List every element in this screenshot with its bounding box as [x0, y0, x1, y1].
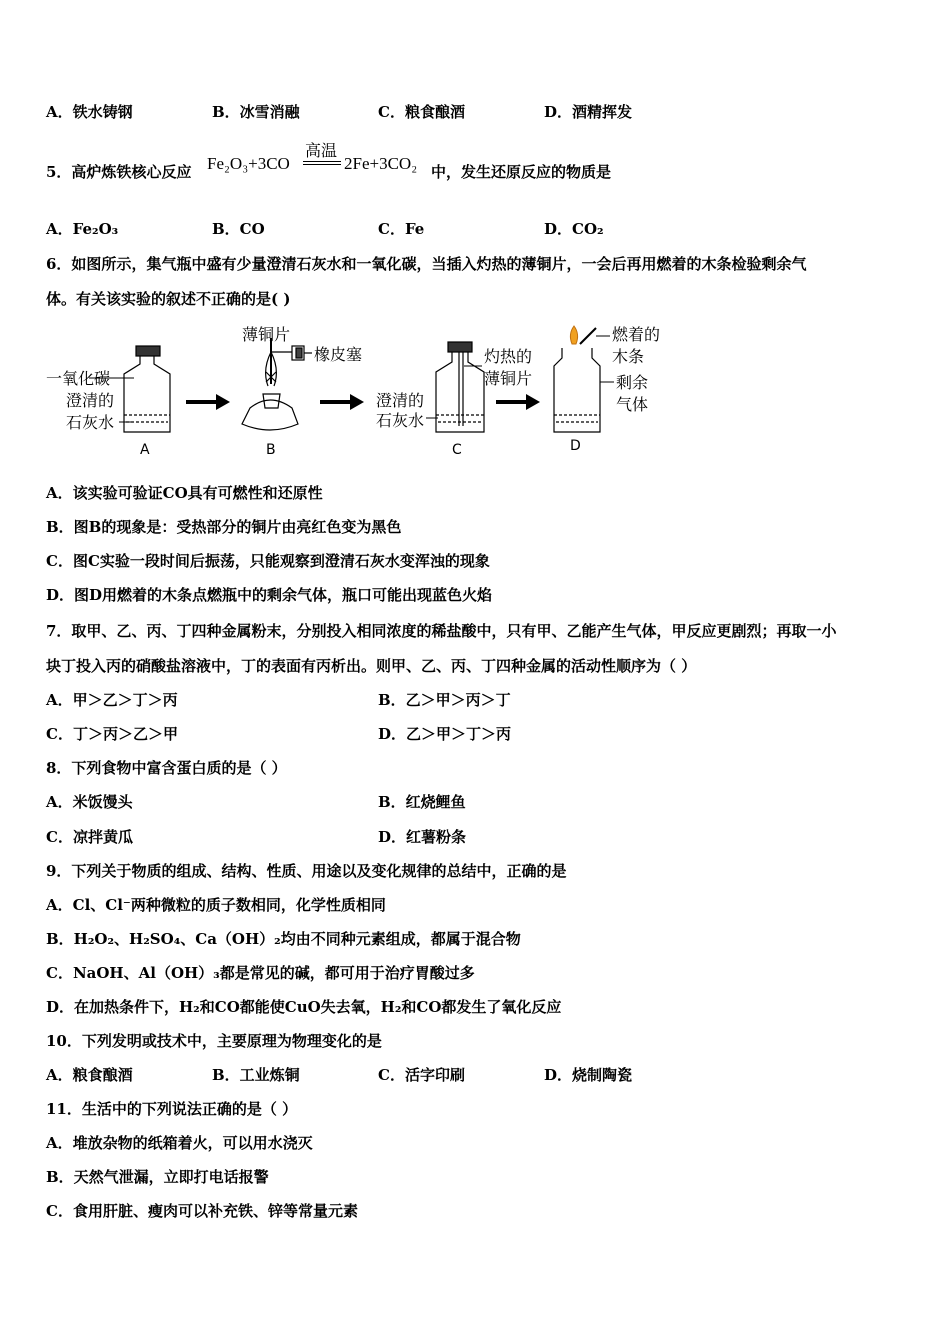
panel-letter-b: B	[266, 442, 276, 458]
q11-stem: 11．生活中的下列说法正确的是（ ）	[46, 1100, 298, 1118]
label-limewater-a1: 澄清的	[66, 391, 115, 410]
q7-option-d: D．乙＞甲＞丁＞丙	[378, 725, 512, 743]
q8-option-c: C．凉拌黄瓜	[46, 828, 133, 846]
q5-option-b: B．CO	[212, 220, 265, 238]
label-co: 一氧化碳	[46, 369, 111, 388]
q5-option-d: D．CO₂	[544, 220, 604, 238]
panel-letter-c: C	[452, 442, 462, 458]
q9-option-b: B．H₂O₂、H₂SO₄、Ca（OH）₂均由不同种元素组成，都属于混合物	[46, 930, 521, 948]
q6-option-c: C．图C实验一段时间后振荡，只能观察到澄清石灰水变浑浊的现象	[46, 552, 490, 570]
q5-equation-bar-top	[303, 161, 341, 162]
q5-suffix: 中，发生还原反应的物质是	[431, 163, 612, 181]
q10-option-c: C．活字印刷	[378, 1066, 465, 1084]
q5-equation-left: Fe₂O₃+3CO	[207, 154, 290, 173]
q6-experiment-figure	[44, 322, 684, 462]
q8-option-d: D．红薯粉条	[378, 828, 467, 846]
panel-letter-d: D	[570, 438, 581, 454]
flame-icon	[570, 326, 577, 344]
q6-option-d: D．图D用燃着的木条点燃瓶中的剩余气体，瓶口可能出现蓝色火焰	[46, 586, 493, 604]
panel-letter-a: A	[140, 442, 150, 458]
bottle-c	[436, 342, 484, 432]
q9-option-c: C．NaOH、Al（OH）₃都是常见的碱，都可用于治疗胃酸过多	[46, 964, 475, 982]
q5-equation-condition: 高温	[305, 143, 338, 160]
q4-option-b: B．冰雪消融	[212, 103, 300, 121]
label-hot-copper1: 灼热的	[484, 347, 533, 366]
q6-option-b: B．图B的现象是：受热部分的铜片由亮红色变为黑色	[46, 518, 402, 536]
label-remaining2: 气体	[616, 395, 649, 414]
q4-option-c: C．粮食酿酒	[378, 103, 465, 121]
arrow-a-to-b	[186, 394, 230, 410]
label-hot-copper2: 薄铜片	[484, 369, 533, 388]
q5-equation-bar-bottom	[303, 164, 341, 165]
arrow-b-to-c	[320, 394, 364, 410]
q6-stem-line2: 体。有关该实验的叙述不正确的是( )	[46, 290, 291, 308]
q10-option-d: D．烧制陶瓷	[544, 1066, 633, 1084]
bottle-d	[554, 348, 600, 432]
arrow-c-to-d	[496, 394, 540, 410]
label-limewater-a2: 石灰水	[66, 413, 115, 432]
q11-option-a: A．堆放杂物的纸箱着火，可以用水浇灭	[46, 1134, 313, 1152]
q11-option-c: C．食用肝脏、瘦肉可以补充铁、锌等常量元素	[46, 1202, 358, 1220]
label-remaining1: 剩余	[616, 373, 649, 392]
label-limewater-c1: 澄清的	[376, 391, 425, 410]
q8-stem: 8．下列食物中富含蛋白质的是（ ）	[46, 759, 287, 777]
wooden-stick	[580, 328, 596, 344]
q10-option-a: A．粮食酿酒	[46, 1066, 133, 1084]
q10-option-b: B．工业炼铜	[212, 1066, 300, 1084]
q9-option-d: D．在加热条件下，H₂和CO都能使CuO失去氧，H₂和CO都发生了氧化反应	[46, 998, 562, 1016]
label-copper-b: 薄铜片	[242, 325, 291, 344]
q7-option-b: B．乙＞甲＞丙＞丁	[378, 691, 511, 709]
q9-stem: 9．下列关于物质的组成、结构、性质、用途以及变化规律的总结中，正确的是	[46, 862, 567, 880]
label-limewater-c2: 石灰水	[376, 411, 425, 430]
rubber-stopper	[271, 346, 312, 360]
q7-stem-line2: 块丁投入丙的硝酸盐溶液中，丁的表面有丙析出。则甲、乙、丙、丁四种金属的活动性顺序为（ ）	[46, 657, 697, 675]
q4-option-a: A．铁水铸钢	[46, 103, 133, 121]
q7-stem-line1: 7．取甲、乙、丙、丁四种金属粉末，分别投入相同浓度的稀盐酸中，只有甲、乙能产生气体，甲反应更剧烈；再取一小	[46, 622, 837, 640]
q9-option-a: A．Cl、Cl⁻两种微粒的质子数相同，化学性质相同	[46, 896, 386, 914]
label-stopper: 橡皮塞	[314, 345, 363, 364]
q5-prefix: 5．高炉炼铁核心反应	[46, 163, 192, 181]
label-burning2: 木条	[612, 347, 645, 366]
label-burning1: 燃着的	[612, 325, 661, 344]
q11-option-b: B．天然气泄漏，立即打电话报警	[46, 1168, 269, 1186]
q8-option-b: B．红烧鲤鱼	[378, 793, 466, 811]
q4-option-d: D．酒精挥发	[544, 103, 633, 121]
q10-stem: 10．下列发明或技术中，主要原理为物理变化的是	[46, 1032, 382, 1050]
q5-equation-right: 2Fe+3CO₂	[344, 154, 418, 173]
q7-option-a: A．甲＞乙＞丁＞丙	[46, 691, 178, 709]
q8-option-a: A．米饭馒头	[46, 793, 133, 811]
q5-option-c: C．Fe	[378, 220, 425, 238]
q7-option-c: C．丁＞丙＞乙＞甲	[46, 725, 178, 743]
q6-stem-line1: 6．如图所示，集气瓶中盛有少量澄清石灰水和一氧化碳，当插入灼热的薄铜片，一会后再用燃着的木条检验剩余气	[46, 255, 807, 273]
q6-option-a: A．该实验可验证CO具有可燃性和还原性	[46, 484, 323, 502]
bottle-a	[124, 346, 170, 432]
q5-option-a: A．Fe₂O₃	[46, 220, 119, 238]
